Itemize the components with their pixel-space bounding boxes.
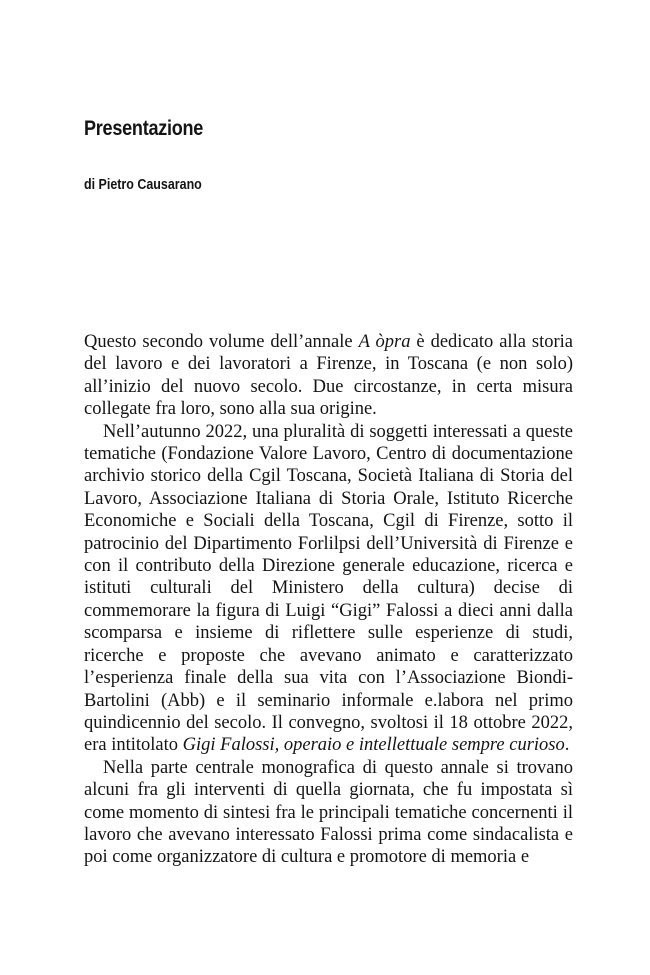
conference-title-italic: Gigi Falossi, operaio e intellettuale sempre curioso: [182, 735, 565, 756]
paragraph-text: è dedicato alla storia del lavoro e dei lavoratori a Firenze, in Toscana (e non solo) all’inizio del nuovo secolo. Due circostanze, in certa misura collegate fra loro, sono alla sua origine.: [84, 332, 573, 420]
paragraph: [84, 421, 573, 757]
paragraph-text: .: [564, 735, 570, 756]
page-title: Presentazione: [84, 117, 204, 140]
paragraph-text: Questo secondo volume dell’annale: [84, 332, 359, 352]
journal-title-italic: A òpra: [358, 332, 411, 352]
page: [84, 0, 573, 975]
paragraph: [84, 331, 573, 421]
paragraph-text: Nell’autunno 2022, una pluralità di soggetti interessati a queste tematiche (Fondazione Valore Lavoro, Centro di documentazione archivio storico della Cgil Toscana, Società Italiana di Storia del Lavoro, Associazione Italiana di Storia Orale, Istituto Ricerche Economiche e Sociali della Toscana, Cgil di Firenze, sotto il patrocinio del Dipartimento Forlilpsi dell’Università di Firenze e con il contributo della Direzione generale educazione, ricerca e istituti culturali del Ministero della cultura) decise di commemorare la figura di Luigi “Gigi” Falossi a dieci anni dalla scomparsa e insieme di riflettere sulle esperienze di studi, ricerche e proposte che avevano animato e caratterizzato l’esperienza finale della sua vita con l’Associazione Biondi-Bartolini (Abb) e il seminario informale e.labora nel primo quindicennio del secolo. Il convegno, svoltosi il 18 ottobre 2022, era intitolato: [84, 421, 573, 756]
author-byline: di Pietro Causarano: [84, 177, 202, 193]
body-text: [84, 331, 573, 869]
paragraph-text: Nella parte centrale monografica di questo annale si trovano alcuni fra gli interventi di quella giornata, che fu impostata sì come momento di sintesi fra le principali tematiche concernenti il lavoro che avevano interessato Falossi prima come sindacalista e poi come organizzatore di cultura e promotore di memoria e: [84, 757, 573, 868]
paragraph: [84, 757, 573, 869]
